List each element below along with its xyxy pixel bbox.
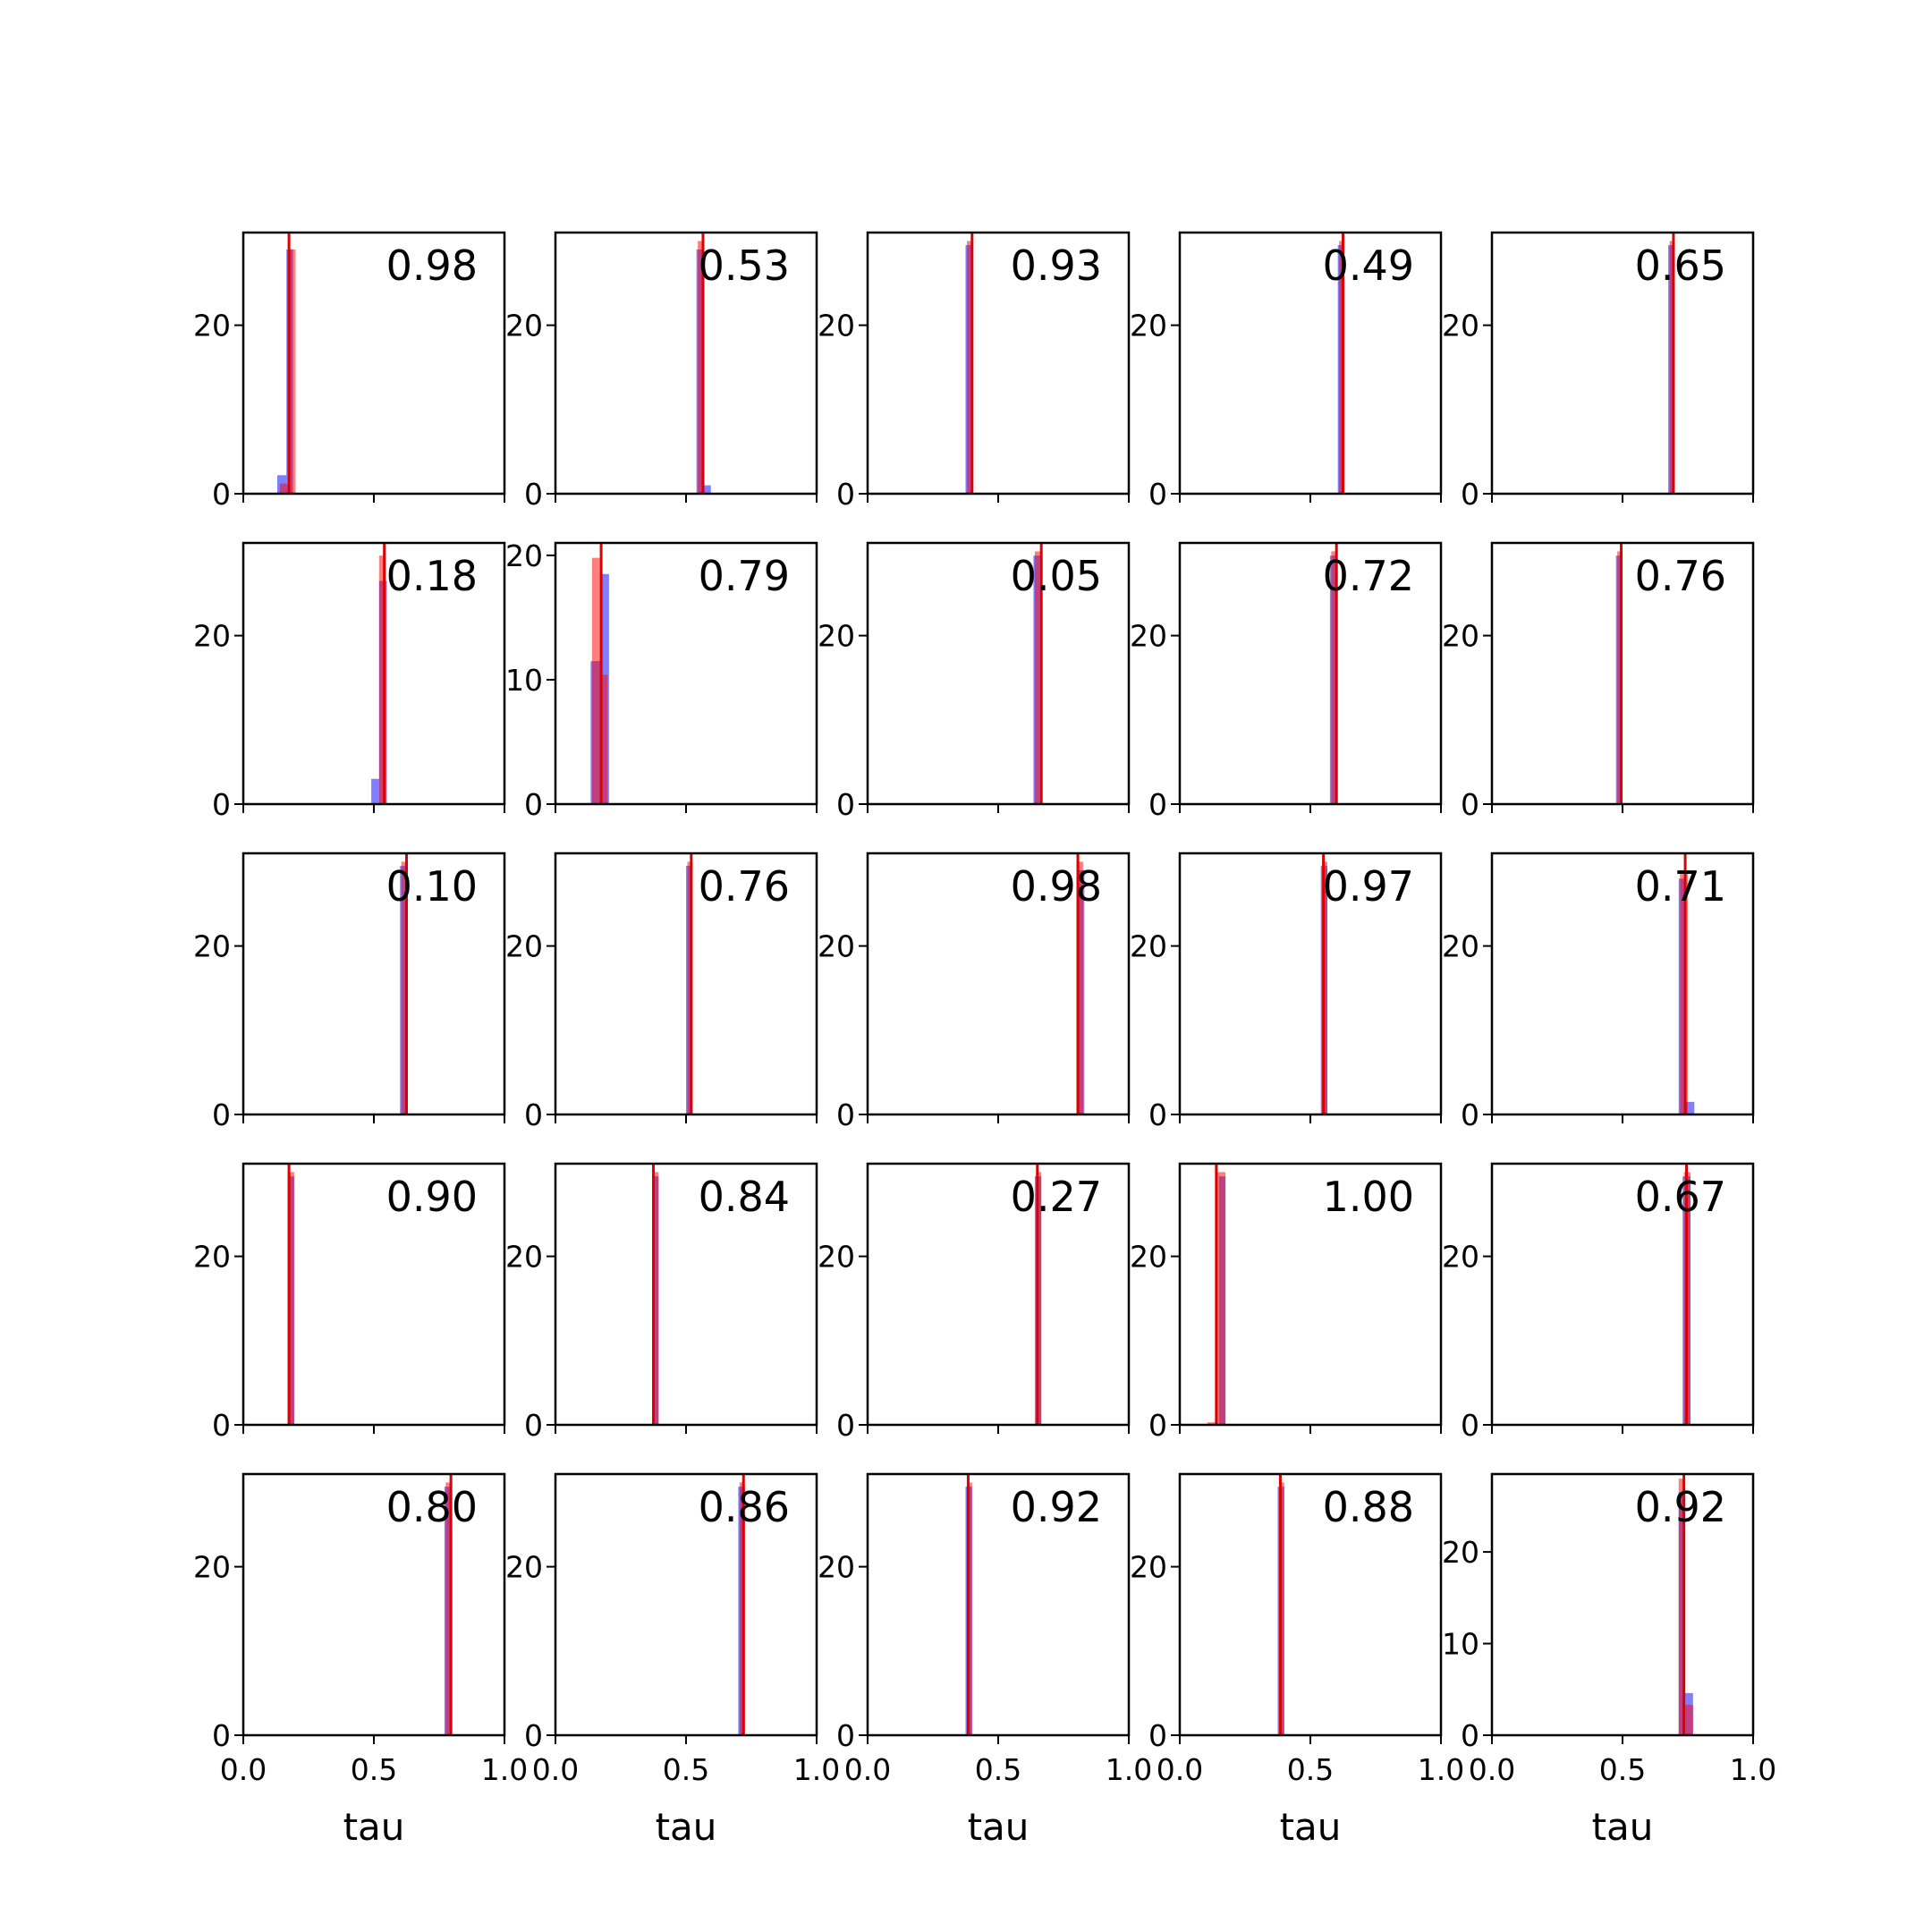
- y-tick-label: 0: [1148, 477, 1167, 512]
- y-tick-label: 20: [1130, 1549, 1167, 1585]
- y-tick-label: 20: [505, 1239, 543, 1275]
- x-axis-label: tau: [655, 1805, 717, 1849]
- y-tick-label: 0: [1461, 787, 1479, 822]
- panel-annotation: 0.71: [1634, 862, 1726, 911]
- y-tick-label: 20: [1442, 308, 1479, 343]
- panel-annotation: 0.92: [1010, 1483, 1102, 1531]
- panel-annotation: 0.84: [698, 1173, 790, 1221]
- panel-annotation: 0.92: [1634, 1483, 1726, 1531]
- x-tick-label: 0.5: [662, 1752, 710, 1787]
- y-tick-label: 0: [524, 1718, 543, 1753]
- y-tick-label: 20: [1442, 1239, 1479, 1275]
- y-tick-label: 0: [1148, 1408, 1167, 1443]
- y-tick-label: 20: [505, 1549, 543, 1585]
- x-tick-label: 0.0: [843, 1752, 892, 1787]
- y-tick-label: 20: [1130, 928, 1167, 964]
- x-axis-label: tau: [1279, 1805, 1342, 1849]
- x-tick-label: 1.0: [1729, 1752, 1777, 1787]
- panel-annotation: 0.93: [1010, 242, 1102, 290]
- y-tick-label: 0: [1461, 1718, 1479, 1753]
- y-tick-label: 0: [524, 1097, 543, 1132]
- x-tick-label: 0.0: [219, 1752, 267, 1787]
- y-tick-label: 10: [505, 662, 543, 698]
- y-tick-label: 0: [524, 787, 543, 822]
- panel-annotation: 0.27: [1010, 1173, 1102, 1221]
- y-tick-label: 20: [1130, 308, 1167, 343]
- y-tick-label: 20: [818, 308, 855, 343]
- y-tick-label: 20: [818, 618, 855, 654]
- red-histogram-bar-1: [280, 484, 289, 494]
- panel-annotation: 0.49: [1322, 242, 1414, 290]
- x-tick-label: 1.0: [1105, 1752, 1153, 1787]
- y-tick-label: 20: [1130, 1239, 1167, 1275]
- panel-annotation: 0.18: [386, 552, 478, 600]
- y-tick-label: 20: [1442, 618, 1479, 654]
- x-tick-label: 0.5: [974, 1752, 1022, 1787]
- panel-annotation: 0.98: [1010, 862, 1102, 911]
- panel-annotation: 0.98: [386, 242, 478, 290]
- y-tick-label: 20: [505, 308, 543, 343]
- y-tick-label: 0: [524, 1408, 543, 1443]
- panel-annotation: 0.53: [698, 242, 790, 290]
- y-tick-label: 0: [836, 1097, 855, 1132]
- y-tick-label: 0: [1148, 1718, 1167, 1753]
- y-tick-label: 0: [212, 1718, 231, 1753]
- y-tick-label: 0: [1461, 477, 1479, 512]
- y-tick-label: 20: [818, 928, 855, 964]
- x-tick-label: 0.0: [1468, 1752, 1516, 1787]
- x-axis-label: tau: [1591, 1805, 1654, 1849]
- x-tick-label: 0.0: [1156, 1752, 1204, 1787]
- y-tick-label: 20: [505, 538, 543, 573]
- y-tick-label: 0: [524, 477, 543, 512]
- panel-annotation: 0.76: [1634, 552, 1726, 600]
- y-tick-label: 0: [836, 787, 855, 822]
- panel-annotation: 0.72: [1322, 552, 1414, 600]
- y-tick-label: 0: [212, 1097, 231, 1132]
- y-tick-label: 0: [212, 787, 231, 822]
- y-tick-label: 20: [193, 1549, 231, 1585]
- panel-annotation: 0.79: [698, 552, 790, 600]
- y-tick-label: 20: [818, 1239, 855, 1275]
- x-tick-label: 1.0: [480, 1752, 529, 1787]
- red-histogram-bar-2: [1685, 1705, 1693, 1735]
- blue-histogram-bar-1: [371, 779, 379, 804]
- x-tick-label: 1.0: [1417, 1752, 1465, 1787]
- y-tick-label: 0: [212, 477, 231, 512]
- x-tick-label: 0.0: [531, 1752, 580, 1787]
- panel-annotation: 0.86: [698, 1483, 790, 1531]
- y-tick-label: 20: [1130, 618, 1167, 654]
- y-tick-label: 0: [1461, 1408, 1479, 1443]
- y-tick-label: 20: [818, 1549, 855, 1585]
- red-histogram-bar-1: [592, 558, 600, 804]
- x-axis-label: tau: [343, 1805, 405, 1849]
- y-tick-label: 0: [836, 477, 855, 512]
- y-tick-label: 0: [836, 1408, 855, 1443]
- panel-annotation: 0.65: [1634, 242, 1726, 290]
- y-tick-label: 20: [1442, 928, 1479, 964]
- y-tick-label: 0: [212, 1408, 231, 1443]
- panel-annotation: 0.80: [386, 1483, 478, 1531]
- panel-annotation: 0.88: [1322, 1483, 1414, 1531]
- panel-annotation: 0.76: [698, 862, 790, 911]
- x-tick-label: 0.5: [1598, 1752, 1647, 1787]
- x-tick-label: 1.0: [792, 1752, 841, 1787]
- panel-annotation: 1.00: [1322, 1173, 1414, 1221]
- panel-annotation: 0.67: [1634, 1173, 1726, 1221]
- y-tick-label: 0: [1148, 1097, 1167, 1132]
- panel-annotation: 0.97: [1322, 862, 1414, 911]
- y-tick-label: 20: [193, 1239, 231, 1275]
- y-tick-label: 20: [193, 308, 231, 343]
- y-tick-label: 20: [193, 618, 231, 654]
- y-tick-label: 0: [1461, 1097, 1479, 1132]
- y-tick-label: 20: [1442, 1535, 1479, 1571]
- y-tick-label: 20: [505, 928, 543, 964]
- x-axis-label: tau: [967, 1805, 1030, 1849]
- y-tick-label: 20: [193, 928, 231, 964]
- panel-annotation: 0.10: [386, 862, 478, 911]
- x-tick-label: 0.5: [1286, 1752, 1335, 1787]
- y-tick-label: 0: [1148, 787, 1167, 822]
- panel-annotation: 0.90: [386, 1173, 478, 1221]
- y-tick-label: 10: [1442, 1626, 1479, 1662]
- x-tick-label: 0.5: [350, 1752, 398, 1787]
- panel-annotation: 0.05: [1010, 552, 1102, 600]
- y-tick-label: 0: [836, 1718, 855, 1753]
- red-histogram-bar-2: [1216, 1172, 1225, 1425]
